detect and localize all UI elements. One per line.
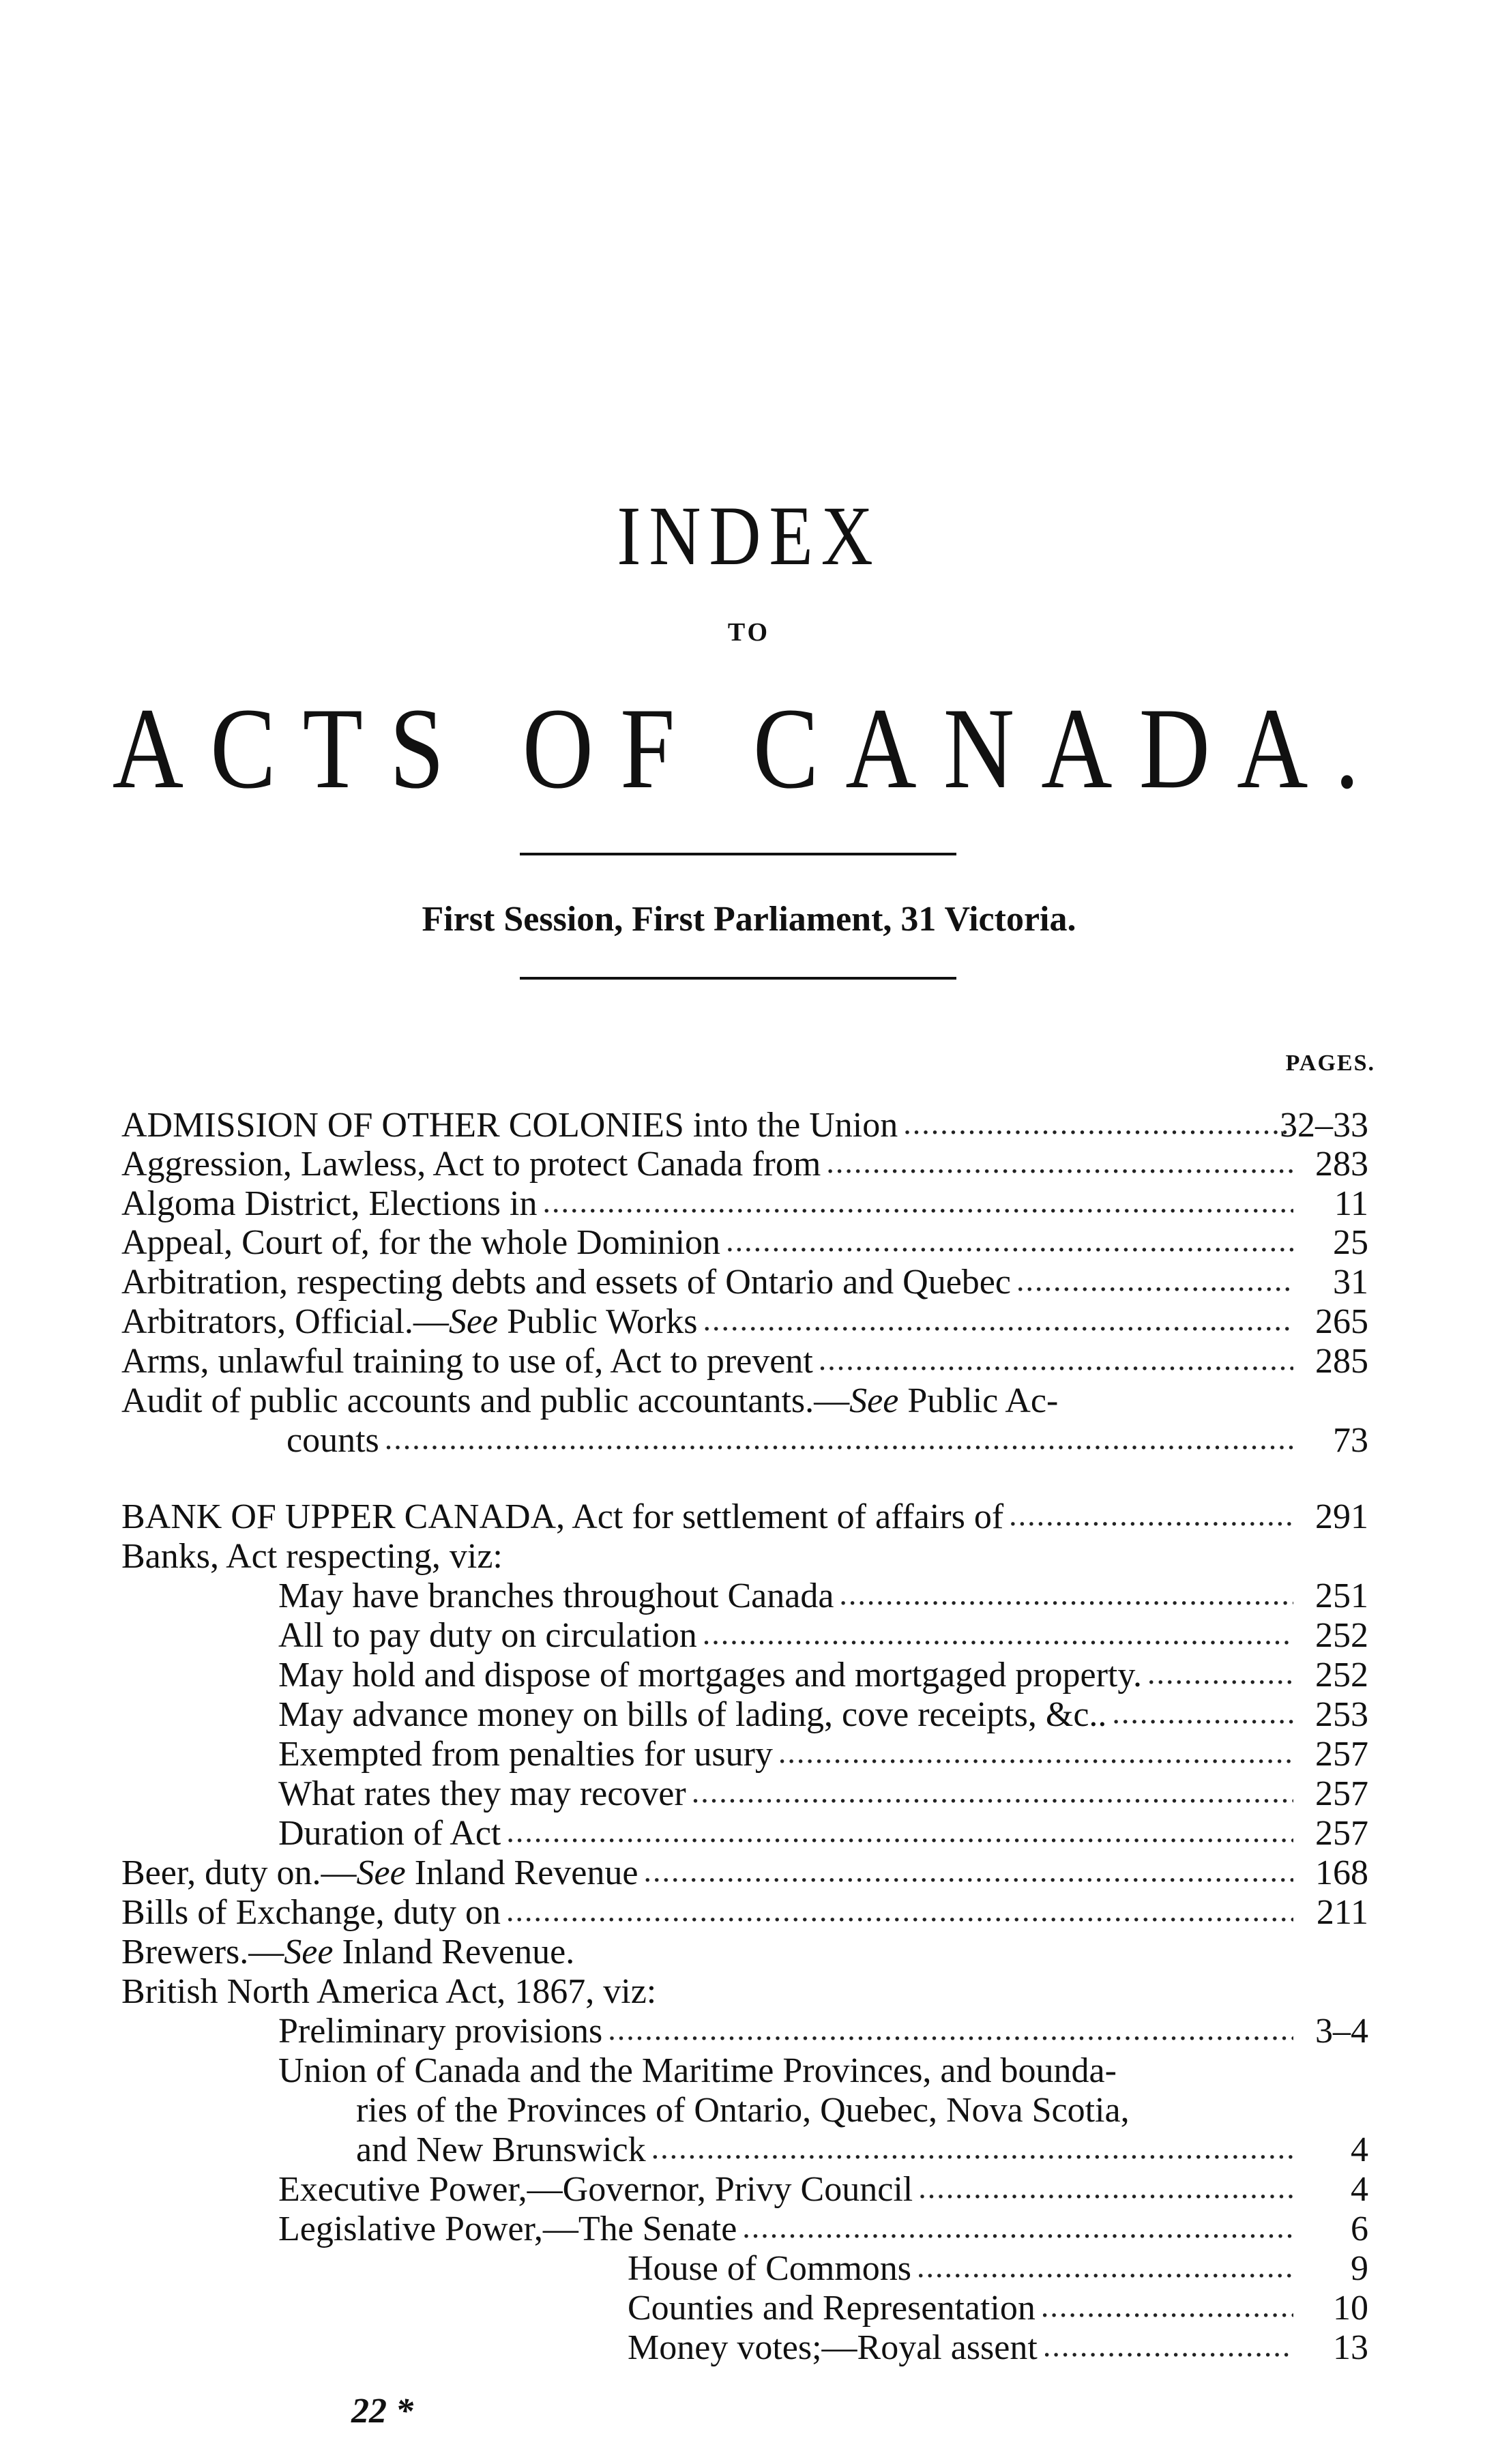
- dot-leader: [692, 1774, 1293, 1813]
- entry-page: 252: [1315, 1616, 1368, 1655]
- entry-text: Duration of Act: [278, 1814, 501, 1853]
- entry-page: 168: [1315, 1853, 1368, 1892]
- entry-page: 251: [1315, 1576, 1368, 1615]
- dot-leader: [1041, 2288, 1293, 2328]
- index-entry: [0, 1105, 1498, 1145]
- index-entry: [0, 1497, 1498, 1536]
- page-folio: 22 *: [351, 2392, 413, 2431]
- index-entry: [0, 2011, 1498, 2051]
- index-entry: [0, 1932, 1498, 1971]
- entry-page: 73: [1333, 1421, 1368, 1460]
- dot-leader: [819, 1341, 1293, 1381]
- index-entry: [0, 1813, 1498, 1853]
- entry-text: Counties and Representation: [628, 2289, 1036, 2328]
- entry-text: Audit of public accounts and public accountants.—See Public Ac-: [121, 1381, 1059, 1420]
- dot-leader: [918, 2169, 1293, 2209]
- index-entry: [0, 2209, 1498, 2248]
- entry-text: House of Commons: [628, 2249, 911, 2288]
- dot-leader: [1147, 1655, 1293, 1695]
- dot-leader: [542, 1184, 1293, 1223]
- entry-page: 253: [1315, 1695, 1368, 1734]
- index-entry: [0, 1892, 1498, 1932]
- index-entry: [0, 1341, 1498, 1381]
- index-entry: [0, 2328, 1498, 2367]
- dot-leader: [778, 1734, 1293, 1774]
- index-entry: [0, 2090, 1498, 2130]
- entry-page: 6: [1351, 2210, 1368, 2248]
- entry-text: Appeal, Court of, for the whole Dominion: [121, 1223, 721, 1262]
- entry-text: What rates they may recover: [278, 1774, 686, 1813]
- entry-text: BANK OF UPPER CANADA, Act for settlement of affairs of: [121, 1497, 1004, 1536]
- entry-text: All to pay duty on circulation: [278, 1616, 697, 1655]
- dot-leader: [703, 1302, 1293, 1341]
- entry-text: Executive Power,—Governor, Privy Council: [278, 2170, 913, 2209]
- dot-leader: [742, 2209, 1293, 2248]
- entry-page: 285: [1315, 1342, 1368, 1381]
- dot-leader: [826, 1144, 1293, 1184]
- index-entry: [0, 1262, 1498, 1302]
- dot-leader: [917, 2248, 1293, 2288]
- entry-page: 4: [1351, 2170, 1368, 2209]
- entry-text: ries of the Provinces of Ontario, Quebec, Nova Scotia,: [356, 2091, 1130, 2130]
- rule-bottom: [520, 977, 956, 980]
- dot-leader: [1043, 2328, 1293, 2367]
- entry-page: 257: [1315, 1774, 1368, 1813]
- entry-text: Beer, duty on.—See Inland Revenue: [121, 1853, 638, 1892]
- entry-text: Algoma District, Elections in: [121, 1184, 538, 1223]
- index-entry: [0, 1576, 1498, 1615]
- entry-text: ADMISSION OF OTHER COLONIES into the Union: [121, 1106, 898, 1145]
- entry-text: Arbitration, respecting debts and essets of Ontario and Quebec: [121, 1263, 1011, 1302]
- dot-leader: [726, 1222, 1293, 1262]
- index-entry: [0, 1774, 1498, 1813]
- index-entry: [0, 1302, 1498, 1341]
- entry-text: British North America Act, 1867, viz:: [121, 1972, 657, 2011]
- rule-top: [520, 853, 956, 855]
- entry-text: Exempted from penalties for usury: [278, 1735, 773, 1774]
- dot-leader: [608, 2011, 1293, 2051]
- dot-leader: [506, 1892, 1293, 1932]
- entry-text: Legislative Power,—The Senate: [278, 2210, 737, 2248]
- dot-leader: [506, 1813, 1293, 1853]
- entry-text: counts: [287, 1421, 379, 1460]
- entry-page: 10: [1333, 2289, 1368, 2328]
- entry-text: May have branches throughout Canada: [278, 1576, 834, 1615]
- entry-text: May advance money on bills of lading, cove receipts, &c..: [278, 1695, 1107, 1734]
- index-entry: [0, 2051, 1498, 2090]
- dot-leader: [703, 1615, 1293, 1655]
- session-line: First Session, First Parliament, 31 Victoria.: [422, 900, 1076, 939]
- index-entry: [0, 1184, 1498, 1223]
- entry-page: 4: [1351, 2130, 1368, 2169]
- entry-text: Money votes;—Royal assent: [628, 2328, 1038, 2367]
- index-entry: [0, 2288, 1498, 2328]
- dot-leader: [643, 1853, 1293, 1892]
- entry-page: 291: [1315, 1497, 1368, 1536]
- entry-text: May hold and dispose of mortgages and mortgaged property.: [278, 1656, 1143, 1695]
- entry-page: 25: [1333, 1223, 1368, 1262]
- entry-page: 32–33: [1280, 1106, 1368, 1145]
- title-to: TO: [727, 618, 771, 647]
- index-entry: [0, 1615, 1498, 1655]
- entry-page: 9: [1351, 2249, 1368, 2288]
- entry-page: 211: [1316, 1893, 1368, 1932]
- entry-page: 257: [1315, 1735, 1368, 1774]
- entry-page: 13: [1333, 2328, 1368, 2367]
- entry-page: 265: [1315, 1302, 1368, 1341]
- index-entry: [0, 2169, 1498, 2209]
- title-index: INDEX: [617, 489, 881, 583]
- dot-leader: [903, 1105, 1293, 1145]
- entry-page: 283: [1315, 1145, 1368, 1184]
- entry-text: Preliminary provisions: [278, 2012, 603, 2051]
- dot-leader: [1112, 1695, 1293, 1734]
- index-entry: [0, 2130, 1498, 2169]
- entry-page: 257: [1315, 1814, 1368, 1853]
- entry-page: 3–4: [1315, 2012, 1368, 2051]
- index-entry: [0, 1655, 1498, 1695]
- entry-text: Banks, Act respecting, viz:: [121, 1537, 503, 1576]
- index-entry: [0, 1971, 1498, 2011]
- index-entry: [0, 2248, 1498, 2288]
- index-entry: [0, 1222, 1498, 1262]
- index-entry: [0, 1144, 1498, 1184]
- index-entry: [0, 1536, 1498, 1576]
- entry-text: Arms, unlawful training to use of, Act to prevent: [121, 1342, 813, 1381]
- entry-text: Aggression, Lawless, Act to protect Canada from: [121, 1145, 821, 1184]
- index-entry: [0, 1734, 1498, 1774]
- entry-text: Union of Canada and the Maritime Provinces, and bounda-: [278, 2051, 1117, 2090]
- entry-page: 252: [1315, 1656, 1368, 1695]
- title-acts: ACTS OF CANADA.: [112, 684, 1386, 812]
- entry-text: Arbitrators, Official.—See Public Works: [121, 1302, 698, 1341]
- entry-text: Brewers.—See Inland Revenue.: [121, 1933, 575, 1971]
- dot-leader: [839, 1576, 1293, 1615]
- entry-page: 31: [1333, 1263, 1368, 1302]
- entry-page: 11: [1334, 1184, 1368, 1223]
- dot-leader: [1009, 1497, 1293, 1536]
- entry-text: and New Brunswick: [356, 2130, 646, 2169]
- index-entry: [0, 1420, 1498, 1460]
- index-entry: [0, 1381, 1498, 1420]
- index-entry: [0, 1695, 1498, 1734]
- dot-leader: [385, 1420, 1293, 1460]
- dot-leader: [1016, 1262, 1293, 1302]
- pages-header: PAGES.: [1285, 1051, 1375, 1076]
- index-entry: [0, 1853, 1498, 1892]
- entry-text: Bills of Exchange, duty on: [121, 1893, 501, 1932]
- dot-leader: [651, 2130, 1293, 2169]
